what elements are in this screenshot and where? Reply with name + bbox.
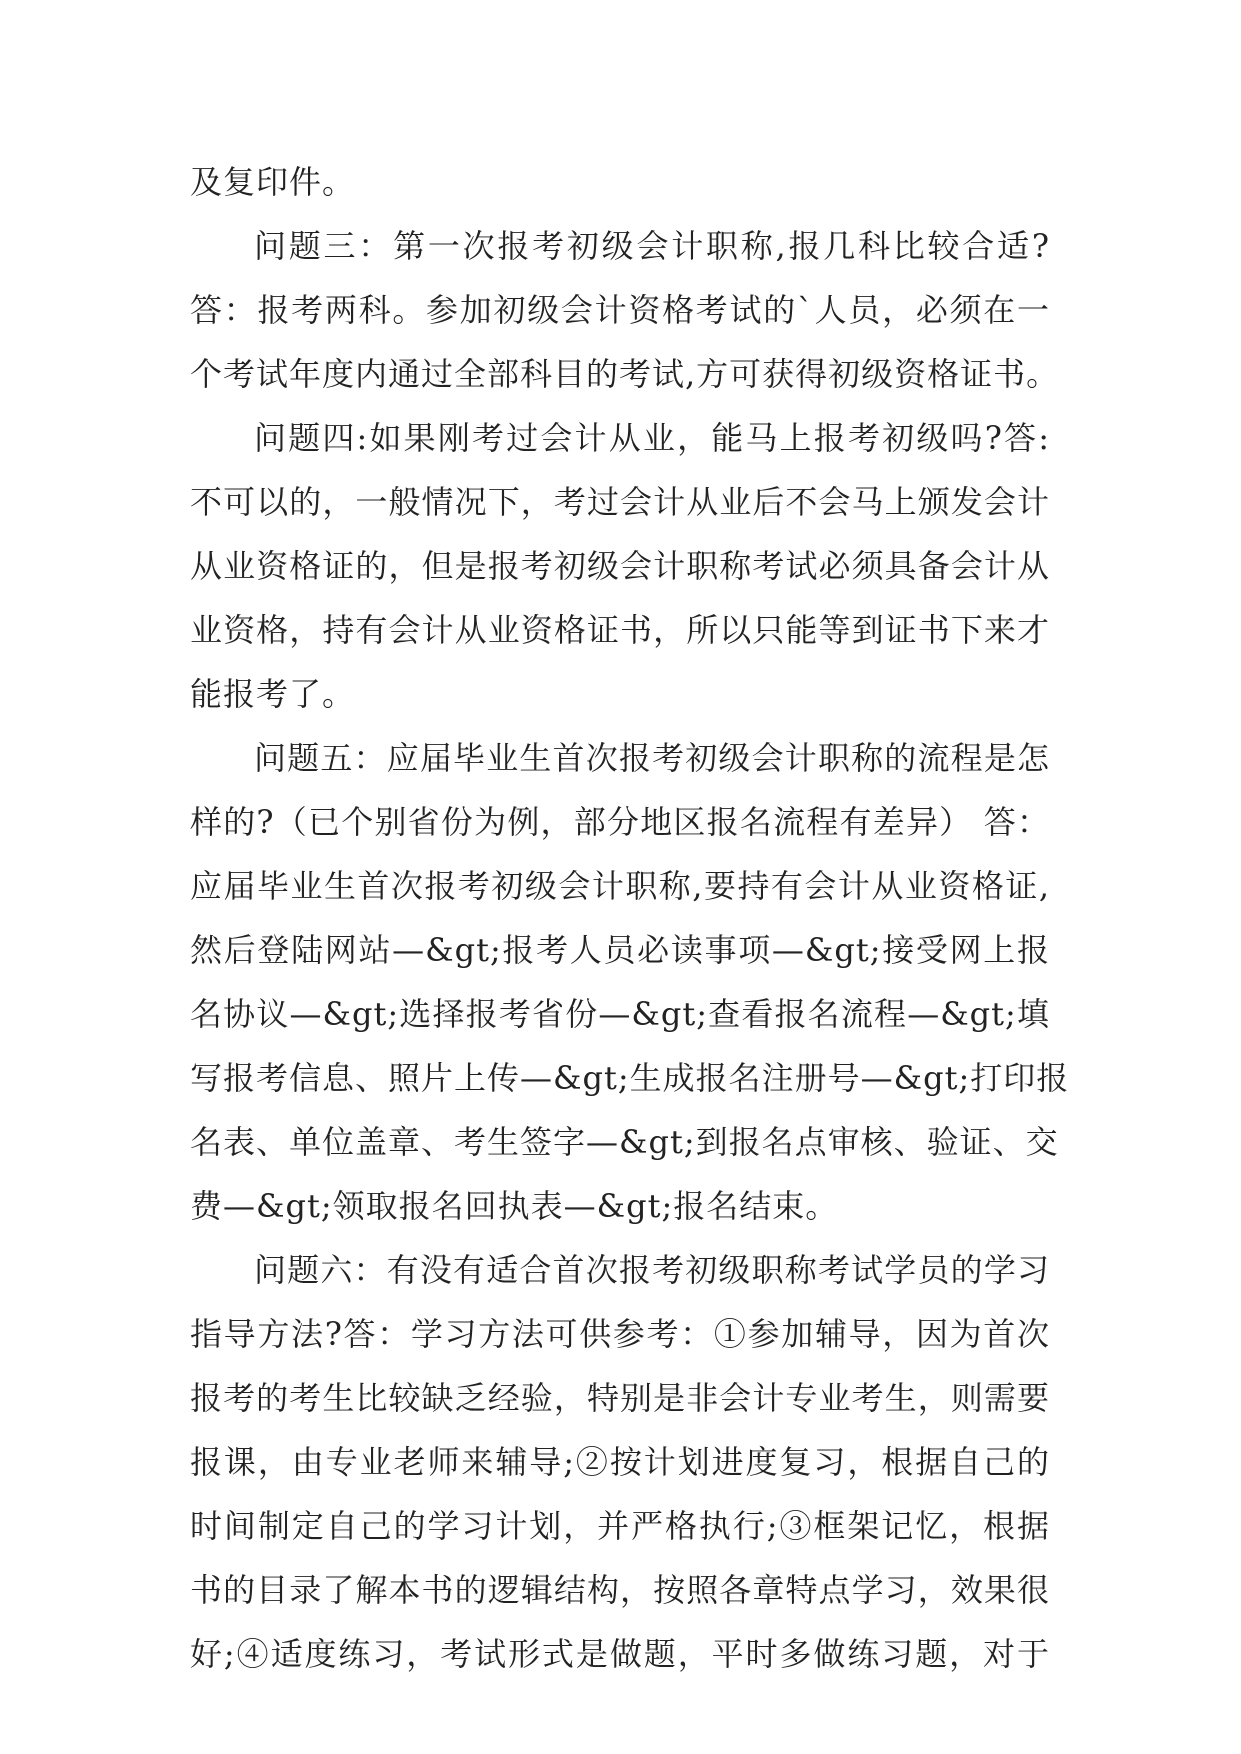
text-line: 应届毕业生首次报考初级会计职称,要持有会计从业资格证, [190, 867, 1050, 905]
text-line: 好;④适度练习，考试形式是做题，平时多做练习题，对于 [190, 1635, 1050, 1673]
text-line: 问题四:如果刚考过会计从业，能马上报考初级吗?答: [254, 419, 1050, 457]
text-line: 名协议—&gt;选择报考省份—&gt;查看报名流程—&gt;填 [190, 995, 1050, 1033]
text-line: 写报考信息、照片上传—&gt;生成报名注册号—&gt;打印报 [190, 1059, 1070, 1097]
text-line: 问题五：应届毕业生首次报考初级会计职称的流程是怎 [254, 739, 1050, 777]
text-line: 个考试年度内通过全部科目的考试,方可获得初级资格证书。 [190, 355, 1060, 393]
text-line: 报课，由专业老师来辅导;②按计划进度复习，根据自己的 [190, 1443, 1050, 1481]
text-line: 能报考了。 [190, 675, 356, 713]
text-line: 及复印件。 [190, 163, 356, 201]
text-line: 费—&gt;领取报名回执表—&gt;报名结束。 [190, 1187, 839, 1225]
text-line: 不可以的，一般情况下，考过会计从业后不会马上颁发会计 [190, 483, 1050, 521]
text-line: 从业资格证的，但是报考初级会计职称考试必须具备会计从 [190, 547, 1050, 585]
text-line: 时间制定自己的学习计划，并严格执行;③框架记忆，根据 [190, 1507, 1050, 1545]
text-line: 指导方法?答：学习方法可供参考：①参加辅导，因为首次 [190, 1315, 1050, 1353]
text-line: 样的?（已个别省份为例，部分地区报名流程有差异） 答： [190, 803, 1050, 841]
text-line: 答：报考两科。参加初级会计资格考试的`人员，必须在一 [190, 291, 1050, 329]
text-line: 名表、单位盖章、考生签字—&gt;到报名点审核、验证、交 [190, 1123, 1059, 1161]
text-line: 问题六：有没有适合首次报考初级职称考试学员的学习 [254, 1251, 1050, 1289]
text-line: 报考的考生比较缺乏经验，特别是非会计专业考生，则需要 [190, 1379, 1050, 1417]
text-line: 业资格，持有会计从业资格证书，所以只能等到证书下来才 [190, 611, 1050, 649]
document-body [190, 150, 1070, 1686]
text-line: 书的目录了解本书的逻辑结构，按照各章特点学习，效果很 [190, 1571, 1050, 1609]
text-line: 然后登陆网站—&gt;报考人员必读事项—&gt;接受网上报 [190, 931, 1050, 969]
text-line: 问题三：第一次报考初级会计职称,报几科比较合适? [254, 227, 1050, 265]
